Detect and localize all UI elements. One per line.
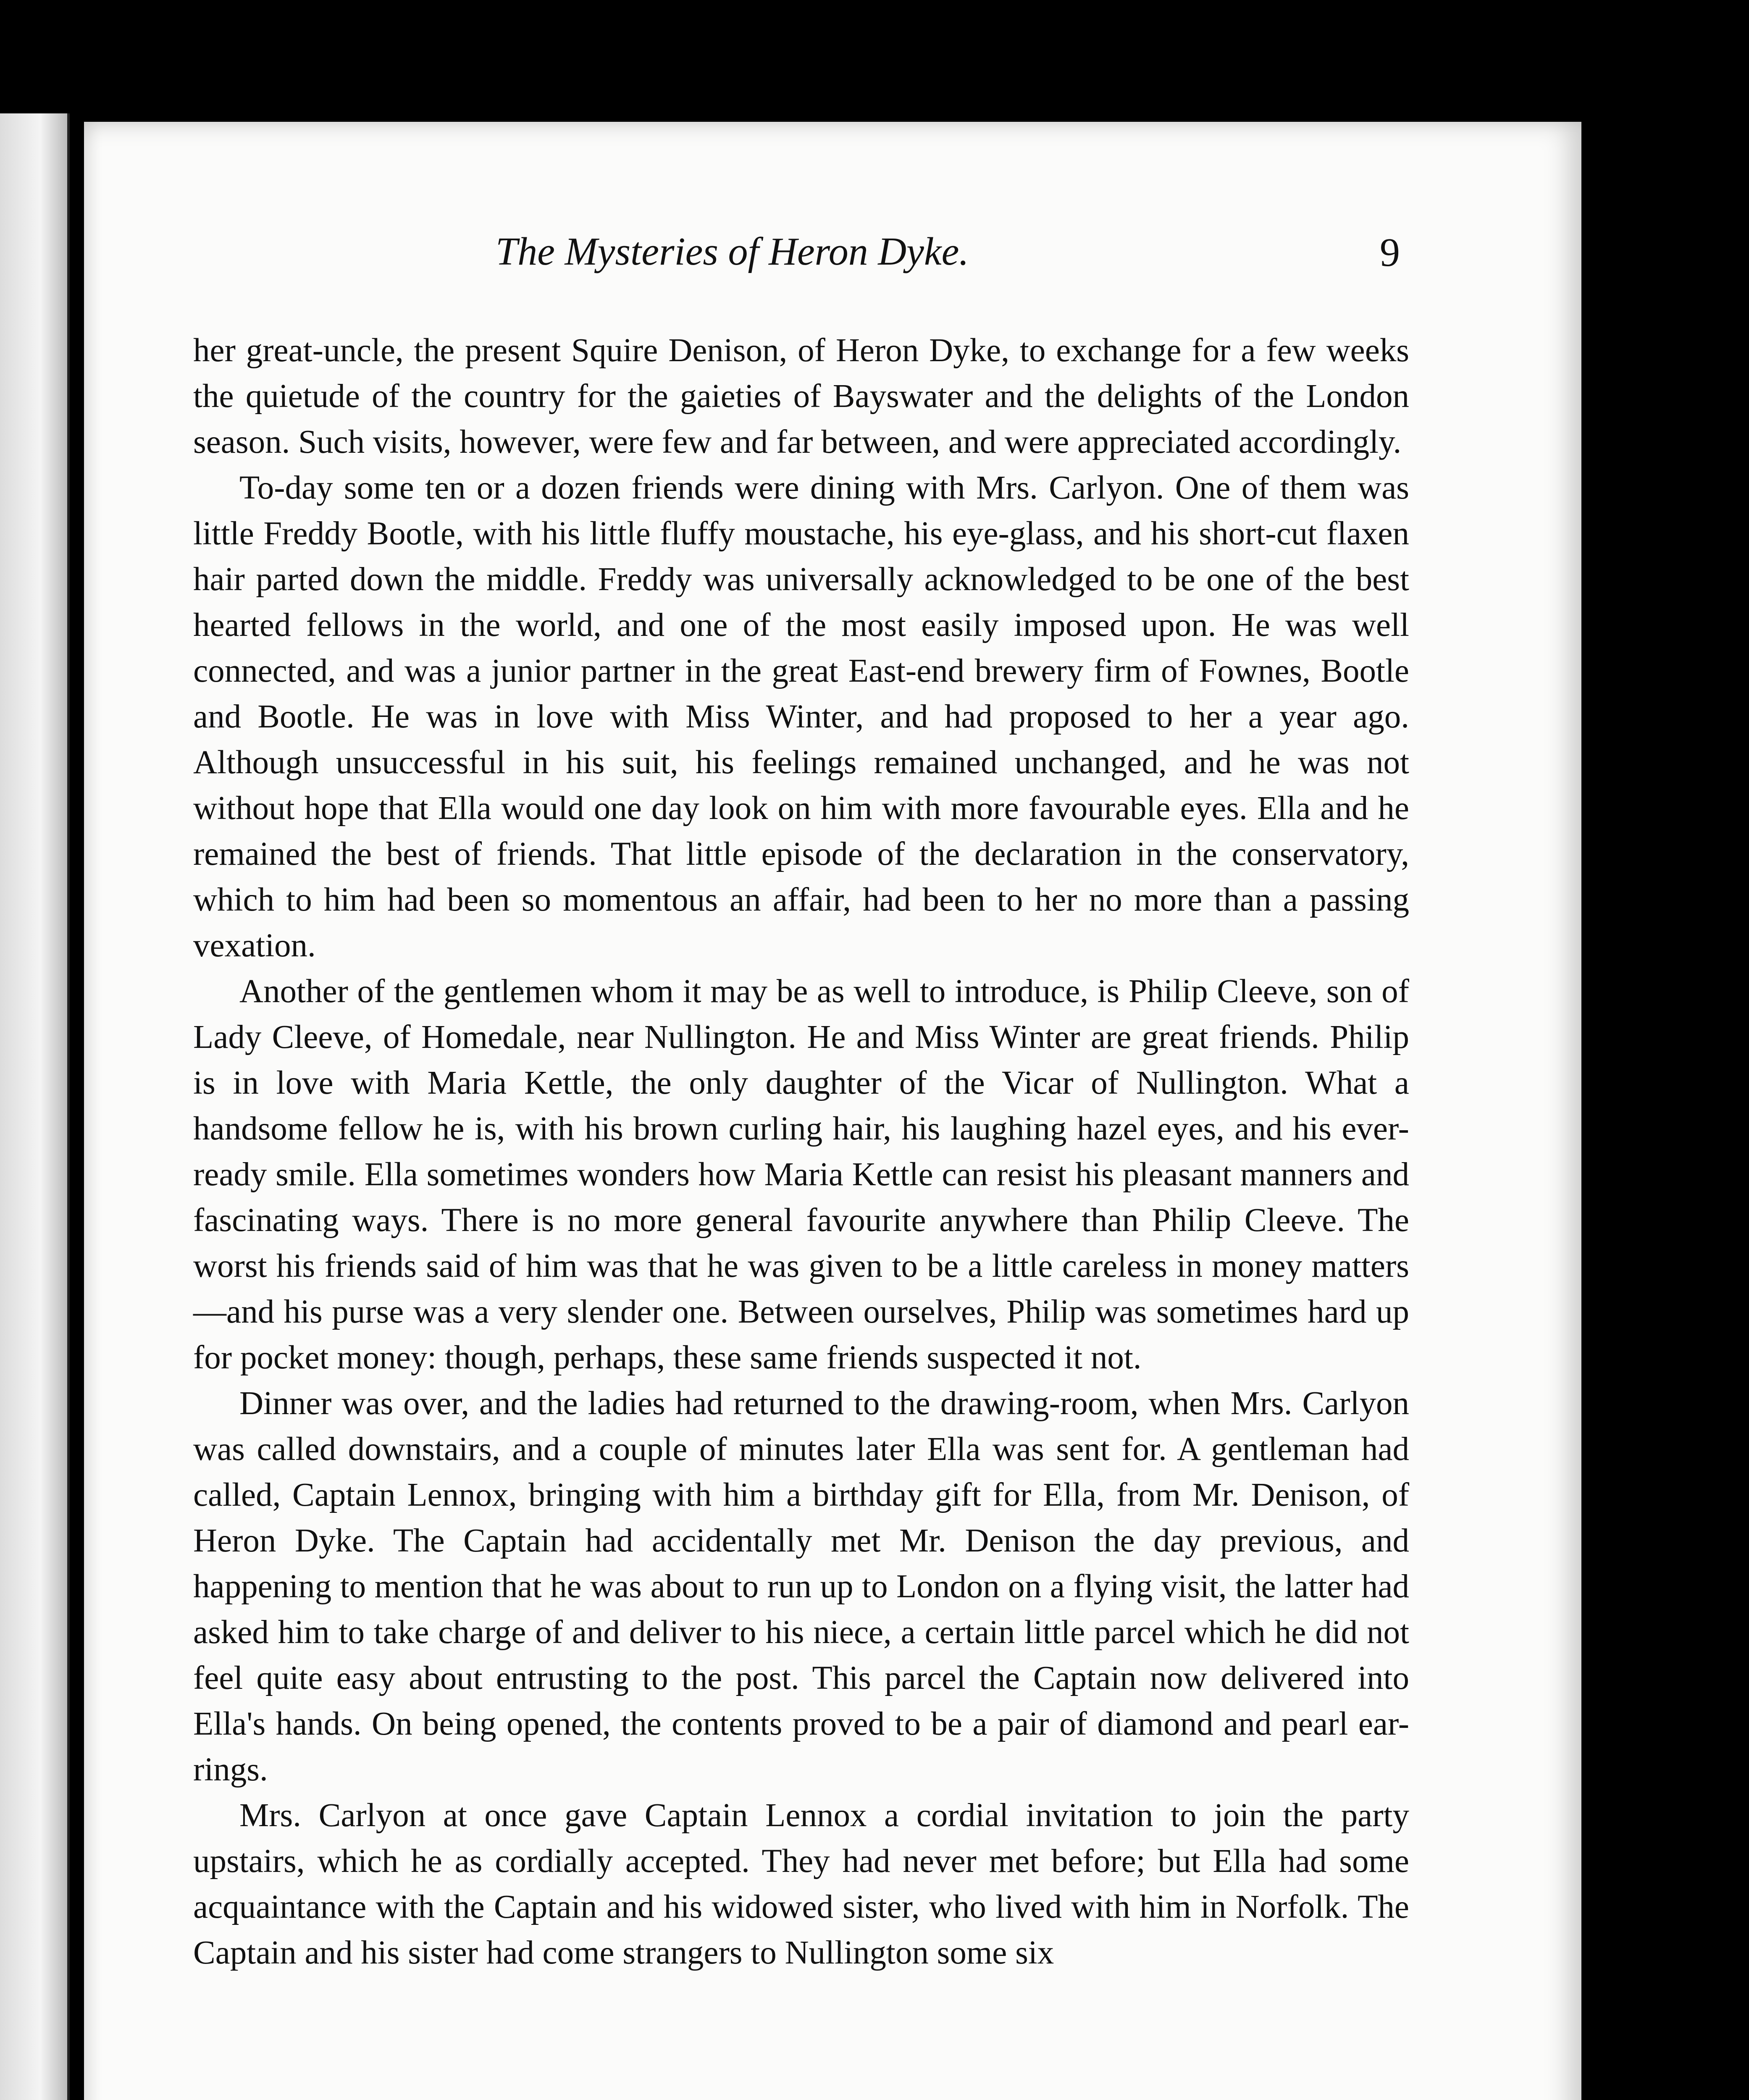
body-text <box>193 328 1409 1976</box>
running-title: The Mysteries of Heron Dyke. <box>496 230 969 273</box>
previous-page-edge <box>0 113 70 2100</box>
paragraph: Mrs. Carlyon at once gave Captain Lennox a cordial invitation to join the party upstairs, which he as cordially accepted. They had never met before; but Ella had some acquaintance with the Captain and his widowed sister, who lived with him in Norfolk. The Captain and his sister had come strangers to Nullington some six <box>193 1797 1409 1971</box>
paragraph: Dinner was over, and the ladies had returned to the drawing-room, when Mrs. Carlyon was called downstairs, and a couple of minutes later Ella was sent for. A gentleman had called, Captain Lennox, bringing with him a birthday gift for Ella, from Mr. Denison, of Heron Dyke. The Captain had accidentally met Mr. Denison the day previous, and happening to mention that he was about to run up to London on a flying visit, the latter had asked him to take charge of and deliver to his niece, a certain little parcel which he did not feel quite easy about entrusting to the post. This parcel the Captain now delivered into Ella's hands. On being opened, the contents proved to be a pair of diamond and pearl ear-rings. <box>193 1385 1409 1788</box>
page-number: 9 <box>1380 230 1400 275</box>
page-header <box>84 229 1581 296</box>
book-page <box>84 122 1581 2100</box>
paragraph: Another of the gentlemen whom it may be as well to introduce, is Philip Cleeve, son of Lady Cleeve, of Homedale, near Nullington. He and Miss Winter are great friends. Philip is in love with Maria Kettle, the only daughter of the Vicar of Nullington. What a handsome fellow he is, with his brown curling hair, his laughing hazel eyes, and his ever-ready smile. Ella sometimes wonders how Maria Kettle can resist his pleasant manners and fascinating ways. There is no more general favourite anywhere than Philip Cleeve. The worst his friends said of him was that he was given to be a little careless in money matters—and his purse was a very slender one. Between ourselves, Philip was sometimes hard up for pocket money: though, perhaps, these same friends suspected it not. <box>193 973 1409 1376</box>
paragraph: To-day some ten or a dozen friends were dining with Mrs. Carlyon. One of them was little Freddy Bootle, with his little fluffy moustache, his eye-glass, and his short-cut flaxen hair parted down the middle. Freddy was universally acknowledged to be one of the best hearted fellows in the world, and one of the most easily imposed upon. He was well connected, and was a junior partner in the great East-end brewery firm of Fownes, Bootle and Bootle. He was in love with Miss Winter, and had proposed to her a year ago. Although unsuccessful in his suit, his feelings remained unchanged, and he was not without hope that Ella would one day look on him with more favourable eyes. Ella and he remained the best of friends. That little episode of the declaration in the conservatory, which to him had been so momentous an affair, had been to her no more than a passing vexation. <box>193 470 1409 964</box>
paragraph: her great-uncle, the present Squire Denison, of Heron Dyke, to exchange for a few weeks the quietude of the country for the gaieties of Bayswater and the delights of the London season. Such visits, however, were few and far between, and were appreciated accordingly. <box>193 332 1409 460</box>
